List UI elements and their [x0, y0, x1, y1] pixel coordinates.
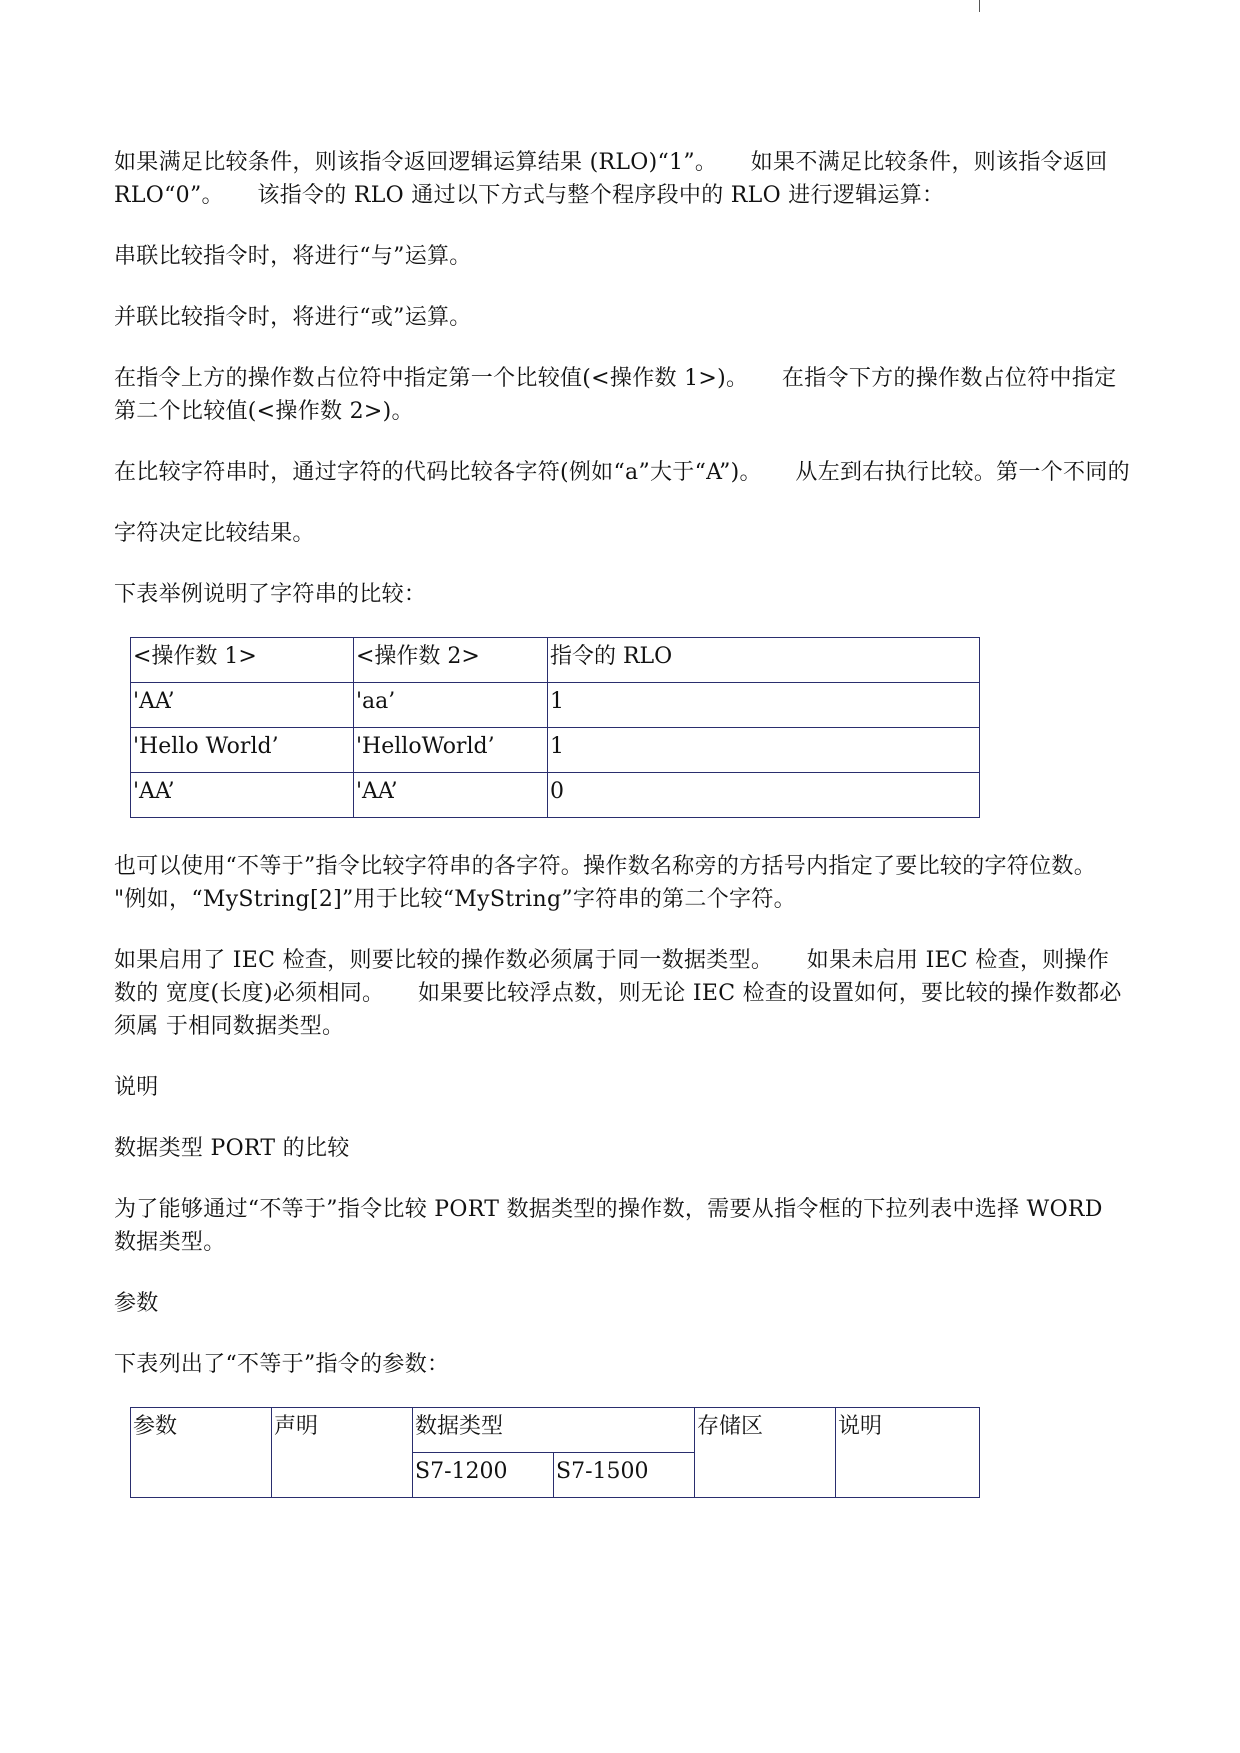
- paragraph-string-compare: 在比较字符串时，通过字符的代码比较各字符(例如“a”大于“A”)。 从左到右执行比较。第一个不同的: [114, 460, 1130, 485]
- table-cell: 'Hello World’: [131, 728, 354, 773]
- table-header-cell: 数据类型: [413, 1408, 695, 1453]
- paragraph-series: 串联比较指令时，将进行“与”运算。: [114, 244, 472, 269]
- paragraph-param-intro: 下表列出了“不等于”指令的参数：: [114, 1352, 450, 1377]
- table-cell: 0: [548, 773, 980, 818]
- table-header-row: [131, 638, 980, 683]
- paragraph-port-word: 为了能够通过“不等于”指令比较 PORT 数据类型的操作数，需要从指令框的下拉列表中选择 WORD 数据类型。: [114, 1197, 1103, 1255]
- paragraph-char-compare: 也可以使用“不等于”指令比较字符串的各字符。操作数名称旁的方括号内指定了要比较的字符位数。 "例如，“MyString[2]”用于比较“MyString”字符串的第二个字符。: [114, 854, 1096, 912]
- table-cell: 1: [548, 728, 980, 773]
- table-header-cell: 存储区: [695, 1408, 836, 1498]
- table-row: [131, 773, 980, 818]
- paragraph-operands: 在指令上方的操作数占位符中指定第一个比较值(<操作数 1>)。 在指令下方的操作数占位符中指定 第二个比较值(<操作数 2>)。: [114, 366, 1117, 424]
- table-header-cell: <操作数 1>: [131, 638, 354, 683]
- table-cell: 1: [548, 683, 980, 728]
- table-header-cell: 说明: [836, 1408, 980, 1498]
- table-header-cell: <操作数 2>: [354, 638, 548, 683]
- table-row: [131, 728, 980, 773]
- table-header-cell: 参数: [131, 1408, 272, 1498]
- document-body: [114, 146, 1130, 1498]
- page-edge-mark: [979, 0, 980, 12]
- parameter-table: [130, 1407, 980, 1498]
- paragraph-table-intro: 下表举例说明了字符串的比较：: [114, 582, 427, 607]
- table-header-cell: S7-1200: [413, 1453, 554, 1498]
- table-header-row: [131, 1408, 980, 1453]
- heading-note: 说明: [114, 1075, 159, 1100]
- table-cell: 'AA’: [131, 683, 354, 728]
- heading-port-compare: 数据类型 PORT 的比较: [114, 1136, 350, 1161]
- table-cell: 'aa’: [354, 683, 548, 728]
- table-cell: 'AA’: [354, 773, 548, 818]
- table-cell: 'HelloWorld’: [354, 728, 548, 773]
- paragraph-parallel: 并联比较指令时，将进行“或”运算。: [114, 305, 472, 330]
- table-header-cell: 指令的 RLO: [548, 638, 980, 683]
- table-row: [131, 683, 980, 728]
- table-cell: 'AA’: [131, 773, 354, 818]
- table-header-cell: 声明: [272, 1408, 413, 1498]
- string-compare-table: [130, 637, 980, 818]
- paragraph-iec-check: 如果启用了 IEC 检查，则要比较的操作数必须属于同一数据类型。 如果未启用 IEC 检查，则操作数的 宽度(长度)必须相同。 如果要比较浮点数，则无论 IEC 检查的设置如何，要比较的操作数都必须属 于相同数据类型。: [114, 948, 1122, 1039]
- heading-parameters: 参数: [114, 1291, 159, 1316]
- table-header-cell: S7-1500: [554, 1453, 695, 1498]
- paragraph-first-diff: 字符决定比较结果。: [114, 521, 315, 546]
- paragraph-rlo-result: 如果满足比较条件，则该指令返回逻辑运算结果 (RLO)“1”。 如果不满足比较条件，则该指令返回 RLO“0”。 该指令的 RLO 通过以下方式与整个程序段中的 RLO 进行逻辑运算：: [114, 150, 1108, 208]
